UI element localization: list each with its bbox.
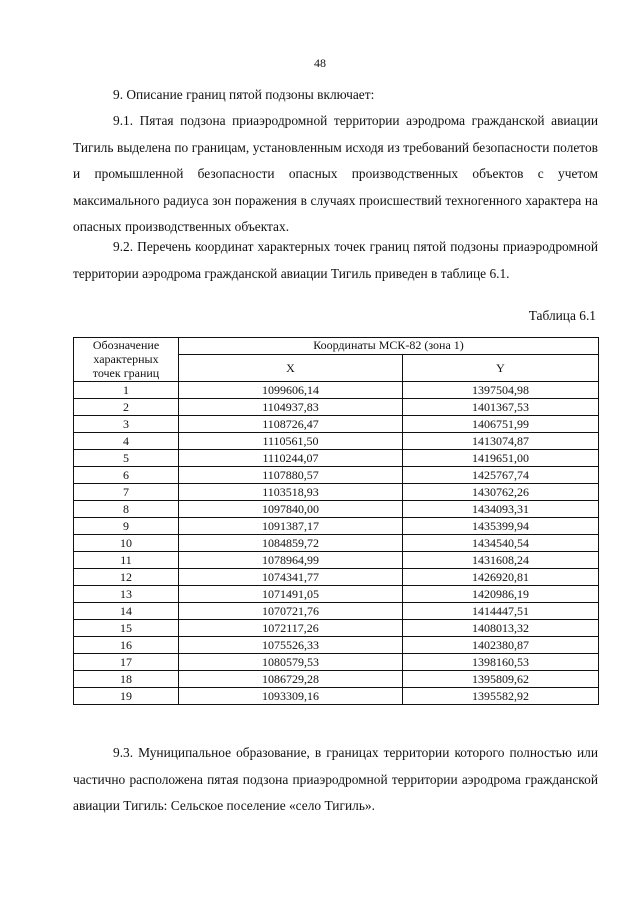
x-coordinate-cell: 1078964,99: [179, 552, 403, 569]
table-row: [74, 569, 599, 586]
x-coordinate-cell: 1108726,47: [179, 416, 403, 433]
point-number-cell: 18: [74, 671, 179, 688]
x-coordinate-cell: 1075526,33: [179, 637, 403, 654]
y-coordinate-cell: 1397504,98: [403, 382, 599, 399]
table-row: [74, 450, 599, 467]
point-number-cell: 2: [74, 399, 179, 416]
header-coordinates: Координаты МСК-82 (зона 1): [179, 338, 599, 355]
header-point-designation: Обозначение характерных точек границ: [74, 338, 179, 382]
y-coordinate-cell: 1413074,87: [403, 433, 599, 450]
point-number-cell: 5: [74, 450, 179, 467]
x-coordinate-cell: 1110244,07: [179, 450, 403, 467]
y-coordinate-cell: 1425767,74: [403, 467, 599, 484]
table-row: [74, 501, 599, 518]
paragraph-9-3: 9.3. Муниципальное образование, в границах территории которого полностью или частично расположена пятая подзона приаэродромной территории аэродрома гражданской авиации Тигиль: Сельское поселение «село Тигиль».: [73, 745, 598, 813]
point-number-cell: 16: [74, 637, 179, 654]
table-row: [74, 382, 599, 399]
point-number-cell: 8: [74, 501, 179, 518]
point-number-cell: 10: [74, 535, 179, 552]
point-number-cell: 6: [74, 467, 179, 484]
table-row: [74, 671, 599, 688]
coordinates-table-body: [74, 382, 599, 705]
x-coordinate-cell: 1086729,28: [179, 671, 403, 688]
table-row: [74, 603, 599, 620]
point-number-cell: 14: [74, 603, 179, 620]
header-y: Y: [403, 355, 599, 382]
table-row: [74, 467, 599, 484]
x-coordinate-cell: 1091387,17: [179, 518, 403, 535]
page-number: 48: [314, 56, 326, 70]
y-coordinate-cell: 1419651,00: [403, 450, 599, 467]
table-row: [74, 416, 599, 433]
x-coordinate-cell: 1071491,05: [179, 586, 403, 603]
x-coordinate-cell: 1103518,93: [179, 484, 403, 501]
table-row: [74, 484, 599, 501]
point-number-cell: 4: [74, 433, 179, 450]
y-coordinate-cell: 1430762,26: [403, 484, 599, 501]
point-number-cell: 1: [74, 382, 179, 399]
y-coordinate-cell: 1408013,32: [403, 620, 599, 637]
x-coordinate-cell: 1080579,53: [179, 654, 403, 671]
table-row: [74, 637, 599, 654]
paragraph-9-1: 9.1. Пятая подзона приаэродромной территории аэродрома гражданской авиации Тигиль выделена по границам, установленным исходя из требований безопасности полетов и промышленной безопасности опасных производственных объектов с учетом максимального радиуса зон поражения в случаях происшествий техногенного характера на опасных производственных объектах.: [73, 113, 598, 234]
x-coordinate-cell: 1084859,72: [179, 535, 403, 552]
table-row: [74, 586, 599, 603]
table-row: [74, 535, 599, 552]
y-coordinate-cell: 1395809,62: [403, 671, 599, 688]
table-row: [74, 620, 599, 637]
section-heading: 9. Описание границ пятой подзоны включает:: [113, 87, 375, 102]
table-row: [74, 654, 599, 671]
x-coordinate-cell: 1107880,57: [179, 467, 403, 484]
y-coordinate-cell: 1401367,53: [403, 399, 599, 416]
point-number-cell: 12: [74, 569, 179, 586]
y-coordinate-cell: 1426920,81: [403, 569, 599, 586]
y-coordinate-cell: 1420986,19: [403, 586, 599, 603]
table-row: [74, 433, 599, 450]
y-coordinate-cell: 1395582,92: [403, 688, 599, 705]
x-coordinate-cell: 1072117,26: [179, 620, 403, 637]
x-coordinate-cell: 1097840,00: [179, 501, 403, 518]
point-number-cell: 15: [74, 620, 179, 637]
header-x: X: [179, 355, 403, 382]
y-coordinate-cell: 1414447,51: [403, 603, 599, 620]
point-number-cell: 11: [74, 552, 179, 569]
x-coordinate-cell: 1104937,83: [179, 399, 403, 416]
table-caption: Таблица 6.1: [528, 308, 596, 323]
table-row: [74, 552, 599, 569]
point-number-cell: 7: [74, 484, 179, 501]
table-row: [74, 518, 599, 535]
point-number-cell: 13: [74, 586, 179, 603]
x-coordinate-cell: 1093309,16: [179, 688, 403, 705]
y-coordinate-cell: 1431608,24: [403, 552, 599, 569]
paragraph-9-2: 9.2. Перечень координат характерных точек границ пятой подзоны приаэродромной территории аэродрома гражданской авиации Тигиль приведен в таблице 6.1.: [73, 239, 598, 281]
x-coordinate-cell: 1110561,50: [179, 433, 403, 450]
point-number-cell: 9: [74, 518, 179, 535]
y-coordinate-cell: 1434093,31: [403, 501, 599, 518]
y-coordinate-cell: 1402380,87: [403, 637, 599, 654]
x-coordinate-cell: 1099606,14: [179, 382, 403, 399]
y-coordinate-cell: 1434540,54: [403, 535, 599, 552]
table-row: [74, 399, 599, 416]
x-coordinate-cell: 1074341,77: [179, 569, 403, 586]
coordinates-table: [73, 337, 599, 705]
x-coordinate-cell: 1070721,76: [179, 603, 403, 620]
table-row: [74, 688, 599, 705]
point-number-cell: 3: [74, 416, 179, 433]
point-number-cell: 19: [74, 688, 179, 705]
y-coordinate-cell: 1398160,53: [403, 654, 599, 671]
y-coordinate-cell: 1435399,94: [403, 518, 599, 535]
y-coordinate-cell: 1406751,99: [403, 416, 599, 433]
point-number-cell: 17: [74, 654, 179, 671]
